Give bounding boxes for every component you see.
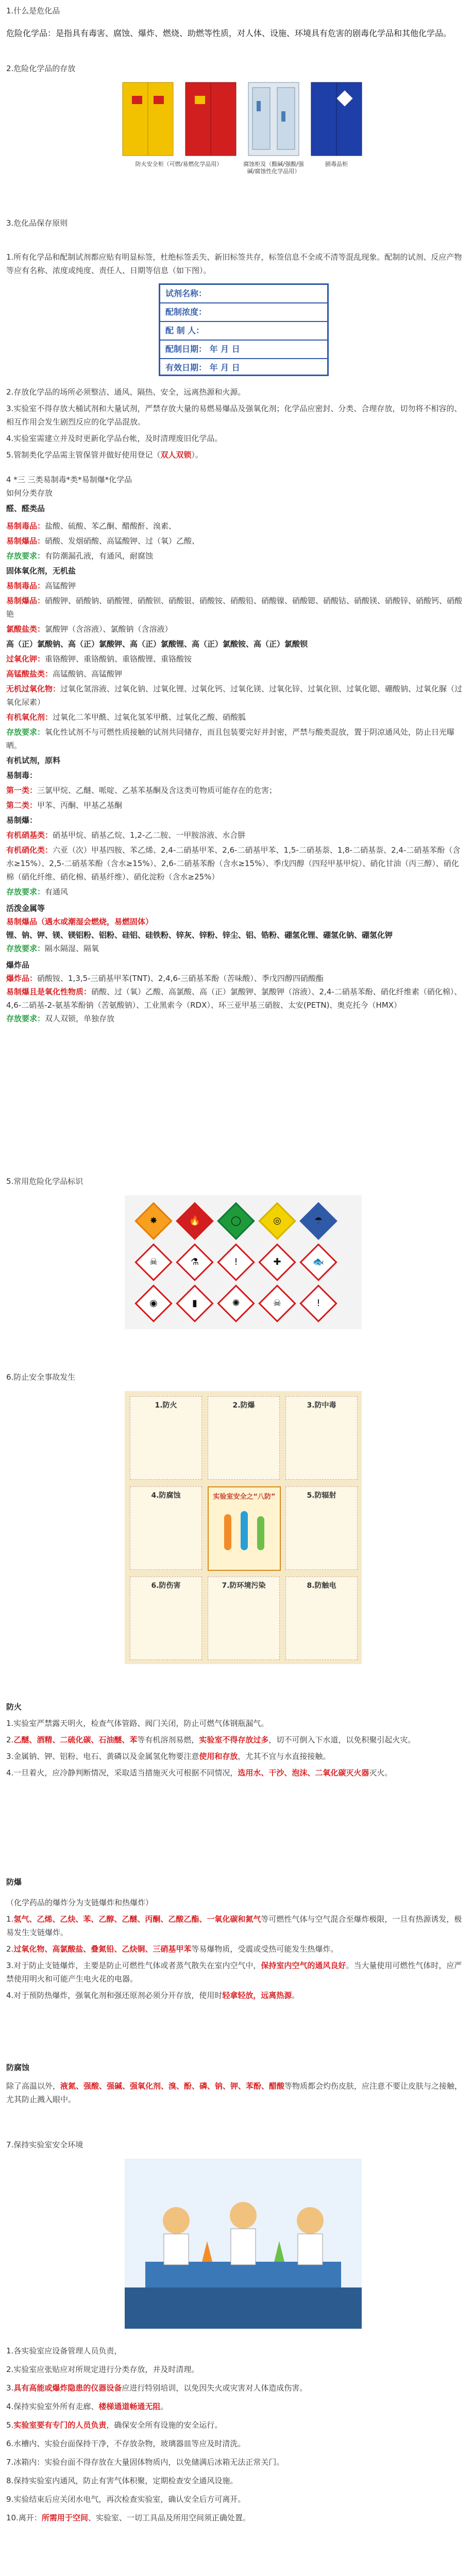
rule-text: 应进行特别培训，以免因失火或灾害对人体造成伤害。 (122, 2383, 308, 2393)
water-reactive-icon: ☂ (299, 1202, 337, 1240)
category-line (6, 828, 465, 842)
category-line (6, 725, 465, 752)
exclamation-icon: ! (299, 1284, 337, 1323)
poster-card-title: 1.防火 (155, 1401, 177, 1410)
cabinet-label-toxic: 剧毒品柜 (325, 161, 348, 167)
rule-text: 等物质都会灼伤皮肤，应注意不要让皮肤与之接触，尤其防止溅入眼中。 (6, 2081, 463, 2104)
fire-title: 防火 (6, 1702, 22, 1711)
poster-card-title: 4.防腐蚀 (151, 1492, 181, 1500)
line-key: 易制爆品： (6, 596, 45, 605)
line-value: 六亚（次）甲基四胺、苯乙烯、2,4-二硝基甲苯、2,6-二硝基甲苯、1,5-二硝基萘、1,8-二硝基萘、2,4-二硝基苯酚（含水≥15%）、2,5-二硝基苯酚（含水≥15%）、2,6-二硝基苯酚（含水≥15%）、季戊四醇（四羟甲基甲烷）、硝化甘油（丙三醇）、硝化棉（硝化纤维、硝化棉、硝基纤维）、硝化淀粉（含水≥25%） (6, 845, 461, 882)
category-line (6, 814, 465, 827)
environment-rule (6, 2437, 465, 2450)
explosives-value: 硝酸铵、1,3,5-三硝基甲苯(TNT)、2,4,6-三硝基苯酚（苦味酸）、季戊四醇四硝酸酯 (37, 974, 324, 983)
explosive-oxidizer-value: 硝酸、过（氧）乙酸、高氯酸、高（正）氯酸钾、氯酸钾（溶液）、2,4-二硝基苯酚、硝化纤维素（硝化棉）、4,6-二硝基-2-氨基苯酚钠（苦氨酸钠）、工业黑索今（RDX）、环三亚甲基三硝胺、太安(PETN)、奥克托今（HMX） (6, 987, 462, 1010)
scientists-illustration (125, 2159, 362, 2329)
section-corrosion (6, 2061, 465, 2117)
active-metals-list: 锂、钠、钾、镁、镁铝粉、铝粉、硅铝、硅铁粉、锌灰、锌粉、锌尘、铝、锆粉、硼氢化锂、硼氢化钠、硼氢化钾 (6, 930, 393, 940)
explosion-intro: （化学药品的爆炸分为支链爆炸和热爆炸） (6, 1898, 154, 1907)
section-hazard-signs (6, 1175, 465, 1350)
rule-text: 4.保持实验室外所有走廊、 (6, 2402, 99, 2411)
line-value: 盐酸、硫酸、苯乙酮、醋酸酐、溴素、 (45, 521, 177, 531)
rule-text: ，尤其不宜与水直接接触。 (238, 1752, 331, 1761)
category-line (6, 799, 465, 812)
line-key: 无机过氧化物： (6, 684, 61, 693)
line-value: 有防潮漏孔液，有通风，耐腐蚀 (45, 551, 154, 561)
section-heading: 3.危化品保存原则 (6, 218, 68, 228)
corrosive-icon: ⚗ (176, 1243, 214, 1281)
rule-highlight: 选用水、干沙、泡沫、二氧化碳灭火器 (238, 1768, 369, 1777)
line-key: 易制毒品： (6, 581, 45, 590)
environment-rule (6, 2455, 465, 2469)
line-value: 重铬酸钾、重铬酸钠、重铬酸锂、重铬酸铵 (45, 654, 192, 664)
section-explosion (6, 1875, 465, 2040)
section-what-is (6, 4, 465, 48)
corrosion-rule (6, 2079, 465, 2106)
section-controlled-chemicals (6, 473, 465, 1132)
line-value: 氧化性试剂不与可燃性质接触的试剂共同储存，而且包装要完好并封密，严禁与酸类混放，置于阴凉通风处，防止日光曝晒。 (6, 727, 455, 750)
rule-highlight: 液氮、强酸、强碱、强氧化剂、溴、酚、磷、钠、钾、苯酚、醋酸 (60, 2081, 285, 2091)
principle-1: 1.所有化学品和配制试剂都应贴有明显标签，杜绝标签丢失、新旧标签共存，标签信息不全或不清等混乱现象。配制的试剂、反应产物等应有名称、浓度或纯度、责任人、日期等信息（如下图）。 (6, 252, 462, 275)
rule-text: 灭火。 (369, 1768, 393, 1777)
poster-card-fire (130, 1396, 202, 1480)
line-value: 氯酸钾（含溶液）、氯酸钠（含溶液） (45, 624, 173, 634)
rule-text: 除了高温以外， (6, 2081, 61, 2091)
principle-4: 4.实验室需建立并及时更新化学品台帐，及时清理废旧化学品。 (6, 434, 223, 443)
section-heading: 7.保持实验室安全环境 (6, 2140, 83, 2149)
environment-rule (6, 2493, 465, 2506)
toxic-icon: ☠ (134, 1243, 173, 1281)
line-key: 过氧化钾： (6, 654, 45, 664)
gas-cylinder-icon: ▮ (176, 1284, 214, 1323)
poster-card-title: 8.防触电 (307, 1582, 336, 1590)
environment-rules (6, 2339, 465, 2524)
category-line (6, 564, 465, 578)
explosion-rule-4 (6, 1989, 465, 2002)
rule-text: 5. (6, 2420, 14, 2430)
rule-text: 。 (292, 1991, 300, 2000)
principle-5-text: 5.管制类化学品需主管保管并做好使用登记（ (6, 450, 161, 460)
rule-number: 2. (6, 1735, 14, 1744)
active-metals-requirement (6, 942, 465, 955)
section-heading: 1.什么是危化品 (6, 6, 60, 15)
yellow-flammable-cabinet-image (120, 80, 176, 158)
environment-rule (6, 2363, 465, 2376)
category-line (6, 885, 465, 899)
section-storage (6, 62, 465, 185)
category-lines (6, 519, 465, 899)
category-line (6, 769, 465, 782)
category-line (6, 754, 465, 767)
card-row-prep-date: 配制日期： 年 月 日 (160, 341, 327, 359)
principle-5-highlight: 双人双锁 (160, 450, 192, 460)
flammable-icon: 🔥 (176, 1202, 214, 1240)
rule-number: 1. (6, 1914, 14, 1924)
corrosion-title: 防腐蚀 (6, 2063, 30, 2072)
category-title: 醛、醛类品 (6, 504, 45, 513)
fire-rule-2 (6, 1733, 465, 1747)
rule-text: ，切不可倒入下水道，以免积聚引起火灾。 (268, 1735, 416, 1744)
section-principles (6, 216, 465, 464)
fire-rule-1: 1.实验室严禁露天明火，检查气体管路、阀门关闭，防止可燃气体钢瓶漏气。 (6, 1719, 269, 1728)
reagent-label-card (159, 283, 329, 376)
gas-icon: ◯ (217, 1202, 255, 1240)
lab-illustration (125, 2159, 362, 2329)
line-key: 易制毒： (6, 771, 38, 780)
line-key: 有机硝基类： (6, 831, 53, 840)
environment-rule (6, 2344, 465, 2358)
test-tubes-icon (209, 1504, 280, 1561)
environment-rule (6, 2474, 465, 2487)
explosion-rule-1 (6, 1912, 465, 1939)
requirement-value: 双人双锁，单独存放 (45, 1014, 115, 1023)
line-key: 存放要求： (6, 727, 45, 737)
section-heading: 6.防止安全事故发生 (6, 1372, 76, 1382)
requirement-value: 隔水隔湿、隔氧 (45, 944, 99, 953)
rule-highlight: 使用和存放 (199, 1752, 238, 1761)
poster-card-title: 7.防环境污染 (222, 1582, 266, 1590)
environment-rule (6, 2511, 465, 2524)
environment-rule (6, 2400, 465, 2413)
toxic-cabinet-image (308, 80, 365, 158)
section-heading: 4 *三 三类易制毒*类*易制爆*化学品 (6, 475, 132, 484)
line-key: 第一类： (6, 786, 38, 795)
category-line (6, 622, 465, 636)
flame-over-circle-icon: ◉ (134, 1284, 173, 1323)
line-key: 易制爆： (6, 816, 38, 825)
poster-card-radiation (285, 1486, 358, 1570)
line-key: 固体氧化剂，无机盐 (6, 566, 76, 575)
poster-card-title: 2.防爆 (232, 1401, 255, 1410)
rule-highlight: 实验室要有专门的人员负责 (13, 2420, 107, 2430)
category-line (6, 784, 465, 797)
environment-rule (6, 2418, 465, 2432)
rule-text: 实验结束后应关闭水电气，再次检查实验室，确认安全后方可离开。 (13, 2495, 246, 2504)
active-metals-title: 活泼金属等 (6, 904, 45, 913)
category-line (6, 652, 465, 666)
line-key: 有机氧化剂： (6, 713, 53, 722)
principle-3: 3.实验室不得存放大桶试剂和大量试剂，严禁存放大量的易燃易爆品及强氧化剂；化学品应密封、分类、合理存放，切勿将不相容的、相互作用会发生剧烈反应的化学品混放。 (6, 404, 462, 427)
line-key: 高锰酸盐类： (6, 669, 53, 679)
section-safe-environment (6, 2138, 465, 2576)
explosive-icon: ✸ (134, 1202, 173, 1240)
category-line (6, 549, 465, 563)
section-prevent-accidents (6, 1370, 465, 1690)
principle-2: 2.存放化学品的场所必须整洁、通风、隔热、安全，远离热源和火源。 (6, 387, 246, 397)
requirement-key: 存放要求： (6, 944, 45, 953)
rule-text: 8.保持实验室内通风，防止有害气体积聚，定期检查安全通风设施。 (6, 2476, 238, 2485)
rule-highlight: 所需用于空间 (41, 2513, 88, 2522)
poster-card-injury (130, 1577, 202, 1660)
exploding-bomb-icon: ✺ (217, 1284, 255, 1323)
rule-text: 4.对于预防热爆炸，强氧化剂和强还原剂必须分开存放，使用时 (6, 1991, 223, 2000)
category-line (6, 519, 465, 533)
poster-card-explosion (208, 1396, 280, 1480)
rule-highlight: 楼梯通道畅通无阻 (98, 2402, 161, 2411)
poster-card-corrosion (130, 1486, 202, 1570)
cabinet-image-row (120, 80, 367, 185)
line-value: 硝酸钾、硝酸钠、硝酸锂、硝酸钡、硝酸银、硝酸铵、硝酸铅、硝酸镍、硝酸锶、硝酸钴、硝酸镁、硝酸锌、硝酸钙、硝酸铯 (6, 596, 463, 619)
rule-text: 6.水槽内、实验台面保持干净，不存放杂物，玻璃器皿等应及时清洗。 (6, 2439, 246, 2448)
card-row-expiry-date: 有效日期： 年 月 日 (165, 363, 240, 372)
skull-icon: ☠ (258, 1284, 296, 1323)
line-value: 有通风 (45, 887, 69, 896)
line-value: 三氯甲烷、乙醚、哌啶、乙基苯基酮及含这类可物质可能存在的危害； (37, 786, 277, 795)
poster-card-pollution (208, 1577, 280, 1660)
rule-text: 等可燃性气体与空气混合至爆炸极限，一旦有热源诱发，极易发生支链爆炸。 (6, 1914, 462, 1937)
cabinet-label-flammable: 防火安全柜（可燃/易燃化学品用） (135, 161, 223, 167)
red-flammable-cabinet-image (182, 80, 239, 158)
explosive-oxidizer-key: 易制爆且是氧化性物质： (6, 987, 92, 996)
line-key: 有机硝化类： (6, 845, 53, 855)
rule-highlight: 轻拿轻放，远离热源 (222, 1991, 292, 2000)
rule-text: 、实验室、一切工具品及所用空间须正确处置。 (88, 2513, 250, 2522)
fire-rule-4 (6, 1766, 465, 1780)
line-key: 第二类： (6, 801, 38, 810)
active-metals-subtitle: 易制爆品（遇水或潮湿会燃烧，易燃固体） (6, 917, 154, 926)
category-line (6, 843, 465, 884)
line-key: 存放要求： (6, 887, 45, 896)
rule-highlight: 乙醚、酒精、二硫化碳、石油醚、苯 (13, 1735, 138, 1744)
section-fire (6, 1700, 465, 1855)
principle-5-end: ）。 (191, 450, 203, 460)
line-key: 氯酸盐类： (6, 624, 45, 634)
environment-rule (6, 2381, 465, 2395)
line-value: 硝酸、发烟硝酸、高锰酸钾、过（氧）乙酸、 (45, 536, 200, 546)
section-heading: 5.常用危险化学品标识 (6, 1177, 83, 1186)
rule-text: 3.对于防止支链爆炸，主要是防止可燃性气体或者蒸气散失在室内空气中， (6, 1961, 261, 1970)
line-key: 有机试剂，原料 (6, 756, 61, 765)
requirement-key: 存放要求： (6, 1014, 45, 1023)
explosion-rule-3 (6, 1959, 465, 1986)
rule-text: 2.实验室应张贴应对所规定进行分类存放，并及时清理。 (6, 2365, 199, 2374)
irritant-icon: ! (217, 1243, 255, 1281)
poster-center-panel (208, 1486, 281, 1571)
explosive-oxidizer-line (6, 985, 465, 1012)
rule-text: 4.一旦着火，应冷静判断情况，采取适当措施灭火可根据不同情况， (6, 1768, 238, 1777)
category-line (6, 682, 465, 709)
hazard-signs-panel (125, 1195, 362, 1329)
poster-card-title: 5.防辐射 (307, 1492, 336, 1500)
line-key: 高（正）氯酸钠、高（正）氯酸钾、高（正）氯酸锂、高（正）氯酸铵、高（正）氯酸钡 (6, 639, 308, 649)
line-value: 过氧化氢溶液、过氧化钠、过氧化锂、过氧化钙、过氧化镁、过氧化锌、过氧化钡、过氧化锶、硼酸钠、过氧化脲（过氧化尿素） (6, 684, 463, 707)
fire-rule-3 (6, 1750, 465, 1763)
rule-highlight: 具有高能或爆炸隐患的仪器设备 (13, 2383, 122, 2393)
line-value: 高锰酸钠、高锰酸钾 (53, 669, 123, 679)
card-row-concentration: 配制浓度： (160, 303, 327, 322)
category-line (6, 594, 465, 621)
rule-text: 9. (6, 2495, 14, 2504)
rule-highlight: 过氧化物、高氯酸盐、叠氮铅、乙炔铜、三硝基甲苯 (13, 1944, 192, 1954)
rule-text: 3.金属钠、钾、铝粉、电石、黄磷以及金属氢化物要注意 (6, 1752, 199, 1761)
line-key: 易制毒品： (6, 521, 45, 531)
line-value: 硝基甲烷、硝基乙烷、1,2-乙二胺、一甲胺溶液、水合肼 (53, 831, 246, 840)
principle-5 (6, 448, 465, 462)
definition-text: 危险化学品：是指具有毒害、腐蚀、爆炸、燃烧、助燃等性质，对人体、设施、环境具有危害的剧毒化学品和其他化学品。 (6, 28, 452, 38)
card-row-preparer: 配 制 人： (160, 322, 327, 341)
rule-text: 3. (6, 2383, 14, 2393)
rule-text: 等有机溶剂易燃， (137, 1735, 199, 1744)
health-hazard-icon: ✚ (258, 1243, 296, 1281)
rule-highlight: 氢气、乙烯、乙炔、苯、乙醇、乙醚、丙酮、乙酸乙酯、一氧化碳和氮气 (13, 1914, 261, 1924)
line-key: 存放要求： (6, 551, 45, 561)
category-line (6, 667, 465, 681)
line-value: 过氧化二苯甲酰、过氧化氢苯甲酰、过氧化乙酸、硝酸胍 (53, 713, 246, 722)
corrosive-cabinet-image (245, 80, 302, 158)
rule-highlight: 实验室不得存放过多 (199, 1735, 269, 1744)
poster-title: 实验室安全之“八防” (213, 1493, 276, 1501)
poster-card-poison (285, 1396, 358, 1480)
environment-icon: 🐟 (299, 1243, 337, 1281)
sub-heading: 如何分类存放 (6, 488, 53, 498)
rule-highlight: 保持室内空气的通风良好 (261, 1961, 346, 1970)
line-value: 高锰酸钾 (45, 581, 76, 590)
rule-text: 。 (160, 2402, 168, 2411)
poster-card-electric (285, 1577, 358, 1660)
poster-card-title: 3.防中毒 (307, 1401, 336, 1410)
rule-number: 2. (6, 1944, 14, 1954)
rule-text: ，确保安全所有设施的安全运行。 (106, 2420, 223, 2430)
section-heading: 2.危险化学品的存放 (6, 64, 76, 73)
explosives-line (6, 972, 465, 985)
explosion-title: 防爆 (6, 1877, 22, 1887)
explosives-key: 爆炸品： (6, 974, 38, 983)
rule-text: 10.离开： (6, 2513, 42, 2522)
explosives-title: 爆炸品 (6, 960, 30, 970)
poster-card-title: 6.防伤害 (151, 1582, 181, 1590)
explosives-requirement (6, 1012, 465, 1025)
line-key: 易制爆品： (6, 536, 45, 546)
rule-text: 等易爆物质，受震或受热可能发生热爆炸。 (191, 1944, 339, 1954)
rule-text: 7.冰箱内： (6, 2458, 45, 2467)
category-line (6, 710, 465, 724)
category-line (6, 534, 465, 548)
oxidizer-icon: ◎ (258, 1202, 296, 1240)
line-value: 甲苯、丙酮、甲基乙基酮 (37, 801, 123, 810)
rule-text: 1.各实验室应设备管理人员负责， (6, 2346, 122, 2355)
explosion-rule-2 (6, 1942, 465, 1956)
rule-text: 。当大量使用可燃性气体时，应严禁使用明火和可能产生电火花的电器。 (6, 1961, 462, 1984)
category-line (6, 579, 465, 592)
rule-text: 实验台面不得存放在大量固体物质内，以免储满后冰箱无法正常关门。 (44, 2458, 284, 2467)
eight-preventions-poster (125, 1391, 362, 1664)
category-line (6, 637, 465, 651)
cabinet-label-corrosive: 腐蚀柜及（酸碱/强酸/强碱/腐蚀性化学品用） (243, 161, 304, 175)
card-row-name: 试剂名称： (160, 285, 327, 303)
